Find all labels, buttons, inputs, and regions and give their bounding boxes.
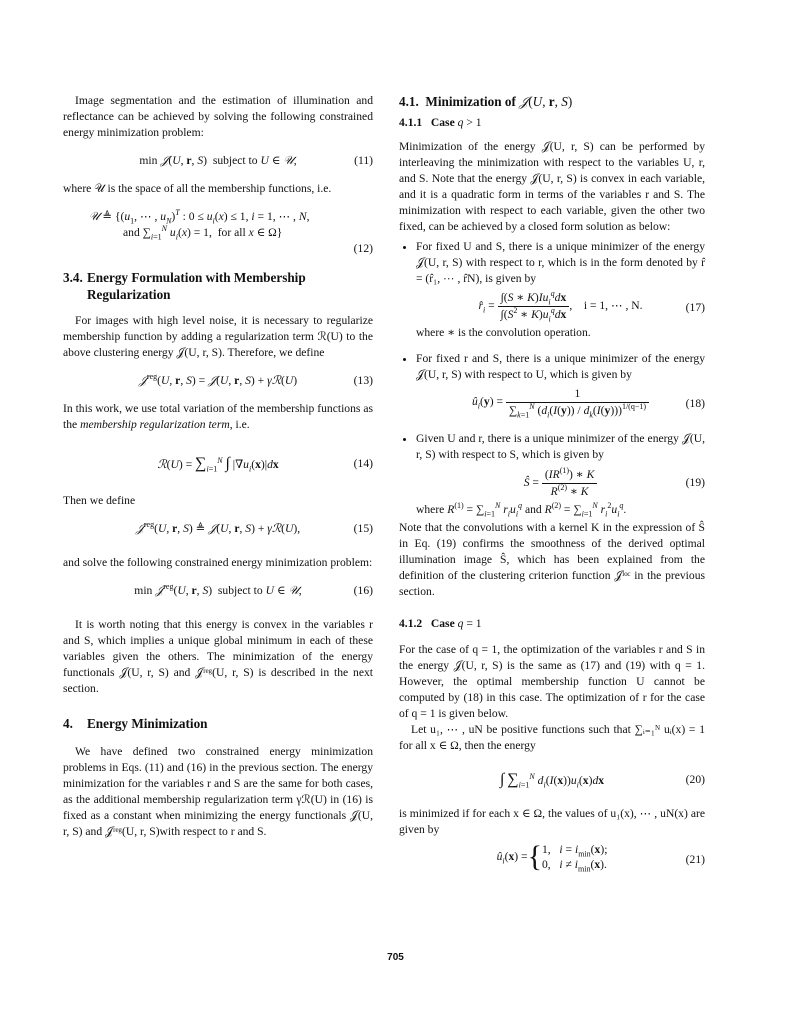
noise-paragraph: For images with high level noise, it is necessary to regularize membership function by adding a regularization term ℛ(U) to the above clustering energy 𝒥(U, r, S). Therefore, we define: [63, 314, 373, 359]
equation-19: Ŝ = $\frac{(IR^{(1)}) ∗ K}{R^{(2)} ∗ K}$ (19): [523, 466, 705, 498]
page-number: 705: [387, 952, 404, 963]
section-3-4-heading: 3.4. Energy Formulation with Membership Regularization: [63, 270, 306, 302]
bullet-item-s: • Given U and r, there is a unique minimizer of the energy 𝒥(U, r, S) with respect to S, which is given by Ŝ = $\frac{(IR^{(1)}) ∗ K}{R^{(2)} ∗ K}$ (19) where $R^{(1)} = \sum_{i=1}^N$ $r_iu_i^q$ and $R^{(2)} = \sum_{i=1}^N$ $r_i^2u_i^q$.: [416, 431, 705, 518]
equation-12: 𝒰 ≜ {($u_1$, ⋯ , $u_N)^T$ : $0 \le u_i(x) \le 1$, i = 1, ⋯ , N, and $\sum_{i=1}^N$ $u_i(x) = 1$, for all x ∈ Ω} (12): [89, 208, 373, 255]
bullet-item-r: • For fixed U and S, there is a unique minimizer of the energy 𝒥(U, r, S) with respect to r, which is in the form denoted by r̂ = (r̂₁, ⋯ , r̂N), is given by $r̂_i$ = $\frac{\int(S ∗ K)Iu_i^qdx}{\int(S^2 ∗ K)u_i^qdx}$ , i = 1, ⋯ , N. (17) where ∗ is the convolution operation.: [416, 239, 705, 341]
bullet-list: [399, 239, 705, 518]
convex-paragraph: It is worth noting that this energy is convex in the variables r and S, which implies a unique global minimum in each of these variables given the others. The minimization of the energy functionals 𝒥(U, r, S) and 𝒥ʳᵉᵍ(U, r, S) is described in the next section.: [63, 618, 373, 695]
intro-paragraph: Image segmentation and the estimation of illumination and reflectance can be achieved by solving the following constrained energy minimization problem:: [63, 94, 373, 139]
equation-13: 𝒥$^{reg}$(U, r, S) = 𝒥(U, r, S) + γℛ(U) (13): [138, 372, 373, 387]
equation-14: ℛ(U) = $\sum_{i=1}^N$ ∫ $|\nabla u_i(x)|dx$ (14): [157, 455, 373, 474]
minimized-paragraph: is minimized if for each x ∈ Ω, the values of u₁(x), ⋯ , uN(x) are given by: [399, 807, 705, 836]
left-column: [63, 93, 373, 840]
equation-18: $û_i(y)$ = $\frac{1}{\sum_{k=1}^N (d_i(I(y)) / d_k(I(y)))^{1/(q-1)}}$ (18): [472, 387, 705, 420]
section-4-1-heading: 4.1. Minimization of 𝒥(U, r, S): [399, 94, 573, 109]
equation-11: min 𝒥(U, r, S) subject to U ∈ 𝒰, (11): [139, 154, 373, 167]
note-paragraph: Note that the convolutions with a kernel K in the expression of Ŝ in Eq. (19) confirms the smoothness of the derived optimal illumination image Ŝ, which has been explained from the definition of the clustering criterion function 𝒥ˡᵒᶜ in the previous section.: [399, 521, 705, 598]
convolution-note: where ∗ is the convolution operation.: [416, 326, 591, 339]
equation-17: $r̂_i$ = $\frac{\int(S ∗ K)Iu_i^qdx}{\int(S^2 ∗ K)u_i^qdx}$ , i = 1, ⋯ , N. (17): [478, 289, 705, 324]
equation-21: $û_i$ ( x ) = { 1, $i = i_{min}(x)$; 0, $i \ne i_{min}(x)$. (21): [496, 840, 705, 874]
equation-20: ∫ $\sum_{i=1}^N$ $d_i(I(x))u_i(x)dx$ (20): [499, 771, 705, 790]
minimization-paragraph: Minimization of the energy 𝒥(U, r, S) can be performed by interleaving the minimization with respect to the variables U, r, and S. Note that the energy 𝒥(U, r, S) is convex in each variable, and it is a quadratic form in terms of the variables r and S. The minimization with respect to each variable, given the other two fixed, can be achieved by a closed form solution as below:: [399, 140, 705, 233]
and-solve-text: and solve the following constrained energy minimization problem:: [63, 556, 373, 569]
equation-number: (11): [354, 154, 373, 167]
section-4-heading: 4. Energy Minimization: [63, 716, 208, 731]
bullet-item-u: • For fixed r and S, there is a unique minimizer of the energy 𝒥(U, r, S) with respect to U, which is given by $û_i(y)$ = $\frac{1}{\sum_{k=1}^N (d_i(I(y)) / d_k(I(y)))^{1/(q-1)}}$ (18): [416, 351, 705, 419]
equation-16: min 𝒥$^{reg}$(U, r, S) subject to U ∈ 𝒰, (16): [134, 582, 373, 597]
equation-number: (12): [353, 242, 373, 255]
q1-paragraph: For the case of q = 1, the optimization of the variables r and S in the energy 𝒥(U, r, S) is the same as (17) and (19) with q = 1. However, the optimal membership function U cannot be computed by (18) in this case. The optimization of r for the case of q = 1 is given below.: [399, 643, 705, 720]
where-u-text: where 𝒰 is the space of all the membership functions, i.e.: [63, 182, 332, 195]
then-define-text: Then we define: [63, 494, 136, 507]
subsection-4-1-2-heading: 4.1.2 Case q = 1: [399, 617, 482, 630]
subsection-4-1-1-heading: 4.1.1 Case q > 1: [399, 116, 482, 129]
right-column: [399, 93, 705, 882]
tv-paragraph: In this work, we use total variation of the membership functions as the membership regularization term, i.e.: [63, 402, 373, 431]
defined-paragraph: We have defined two constrained energy minimization problems in Eqs. (11) and (16) in the previous section. The energy minimization for the variables r and S are the same for both cases, as the additional membership regularization term γℛ(U) in (16) is fixed as a constant when minimizing the energy functionals 𝒥(U, r, S) and 𝒥ʳᵉᵍ(U, r, S)with respect to r and S.: [63, 745, 373, 838]
equation-15: 𝒥$^{reg}$(U, r, S) ≜ 𝒥(U, r, S) + γℛ(U), (15): [135, 520, 373, 535]
let-paragraph: Let u₁, ⋯ , uN be positive functions such that ∑ᵢ₌₁ᴺ uᵢ(x) = 1 for all x ∈ Ω, then the energy: [399, 723, 705, 752]
r-definitions: where $R^{(1)} = \sum_{i=1}^N$ $r_iu_i^q$ and $R^{(2)} = \sum_{i=1}^N$ $r_i^2u_i^q$.: [416, 501, 627, 519]
